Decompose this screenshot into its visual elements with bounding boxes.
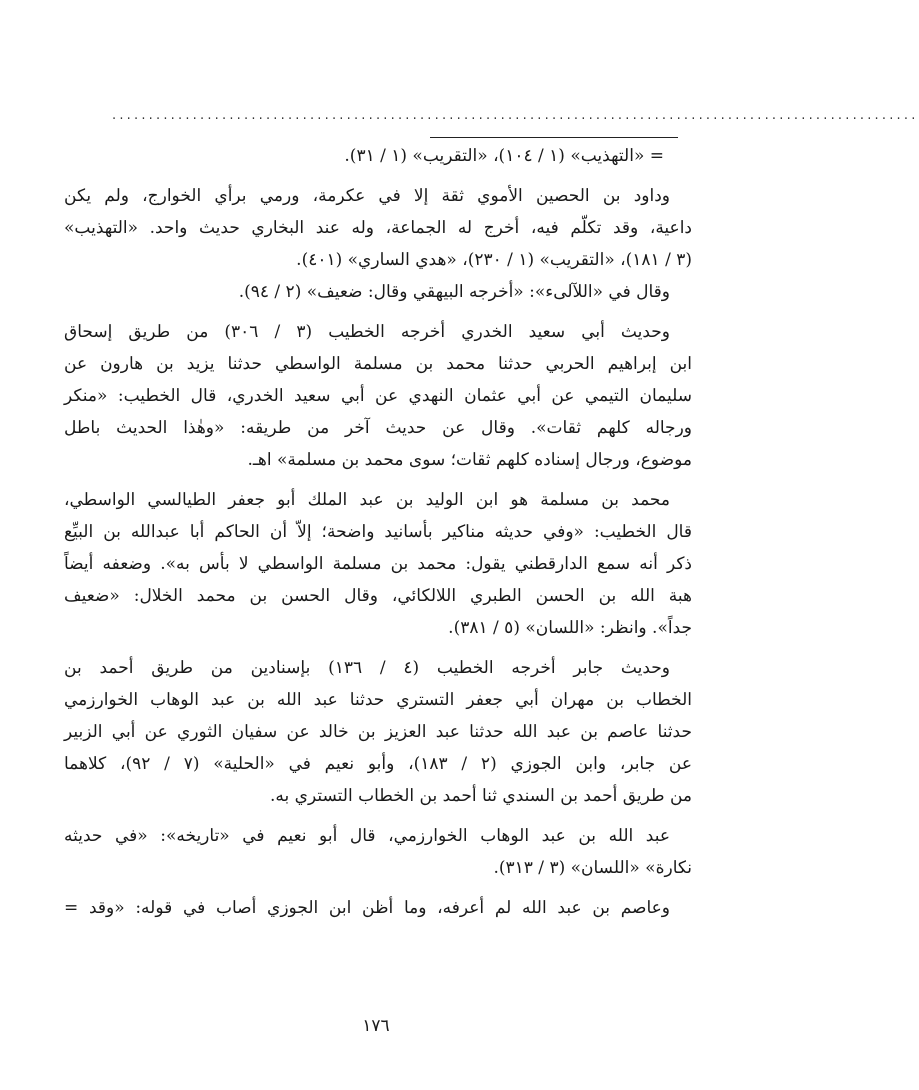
- text-line: عن جابر، وابن الجوزي (٢ / ١٨٣)، وأبو نعيم في «الحلية» (٧ / ٩٢)، كلاهما: [64, 754, 692, 774]
- text-line: جداً». وانظر: «اللسان» (٥ / ٣٨١).: [448, 618, 692, 638]
- text-line: (٣ / ١٨١)، «التقريب» (١ / ٢٣٠)، «هدي الساري» (٤٠١).: [296, 250, 692, 270]
- text-line: قال الخطيب: «وفي حديثه مناكير بأسانيد واضحة؛ إلاّ أن الحاكم أبا عبدالله بن البيِّع: [64, 522, 692, 542]
- text-line: محمد بن مسلمة هو ابن الوليد بن عبد الملك أبو جعفر الطيالسي الواسطي،: [64, 490, 670, 510]
- text-line: من طريق أحمد بن السندي ثنا أحمد بن الخطاب التستري به.: [270, 786, 692, 806]
- text-line: وداود بن الحصين الأموي ثقة إلا في عكرمة، ورمي برأي الخوارج، ولم يكن: [64, 186, 670, 206]
- text-line: وحديث جابر أخرجه الخطيب (٤ / ١٣٦) بإسنادين من طريق أحمد بن: [64, 658, 670, 678]
- text-line: عبد الله بن عبد الوهاب الخوارزمي، قال أبو نعيم في «تاريخه»: «في حديثه: [64, 826, 670, 846]
- text-line: ابن إبراهيم الحربي حدثنا محمد بن مسلمة الواسطي حدثنا يزيد بن هارون عن: [64, 354, 692, 374]
- text-line: موضوع، ورجال إسناده كلهم ثقات؛ سوى محمد بن مسلمة» اهـ.: [247, 450, 692, 470]
- dotted-separator: ..............................................................................................................: [112, 108, 919, 123]
- text-line: حدثنا عاصم بن عبد الله حدثنا عبد العزيز بن خالد عن سفيان الثوري عن أبي الزبير: [64, 722, 692, 742]
- text-line: وعاصم بن عبد الله لم أعرفه، وما أظن ابن الجوزي أصاب في قوله: «وقد =: [64, 898, 670, 918]
- text-line: ذكر أنه سمع الدارقطني يقول: محمد بن مسلمة الواسطي لا بأس به». وضعفه أيضاً: [64, 554, 692, 574]
- text-line: = «التهذيب» (١ / ١٠٤)، «التقريب» (١ / ٣١).: [344, 146, 664, 166]
- footnote-text: [64, 140, 692, 924]
- text-line: ورجاله كلهم ثقات». وقال عن حديث آخر من طريقه: «وهٰذا الحديث باطل: [64, 418, 692, 438]
- text-line: وحديث أبي سعيد الخدري أخرجه الخطيب (٣ / ٣٠٦) من طريق إسحاق: [64, 322, 670, 342]
- text-line: الخطاب بن مهران أبي جعفر التستري حدثنا عبد الله بن عبد الوهاب الخوارزمي: [64, 690, 692, 710]
- page-number: ١٧٦: [362, 1016, 390, 1036]
- text-line: وقال في «اللآلىء»: «أخرجه البيهقي وقال: ضعيف» (٢ / ٩٤).: [238, 282, 670, 302]
- text-line: داعية، وقد تكلّم فيه، أخرج له الجماعة، وله عند البخاري حديث واحد. «التهذيب»: [64, 218, 692, 238]
- text-line: هبة الله بن الحسن الطبري اللالكائي، وقال الحسن بن محمد الخلال: «ضعيف: [64, 586, 692, 606]
- footnote-rule: [430, 137, 678, 138]
- text-line: نكارة» «اللسان» (٣ / ٣١٣).: [493, 858, 692, 878]
- text-line: سليمان التيمي عن أبي عثمان النهدي عن أبي سعيد الخدري، قال الخطيب: «منكر: [64, 386, 692, 406]
